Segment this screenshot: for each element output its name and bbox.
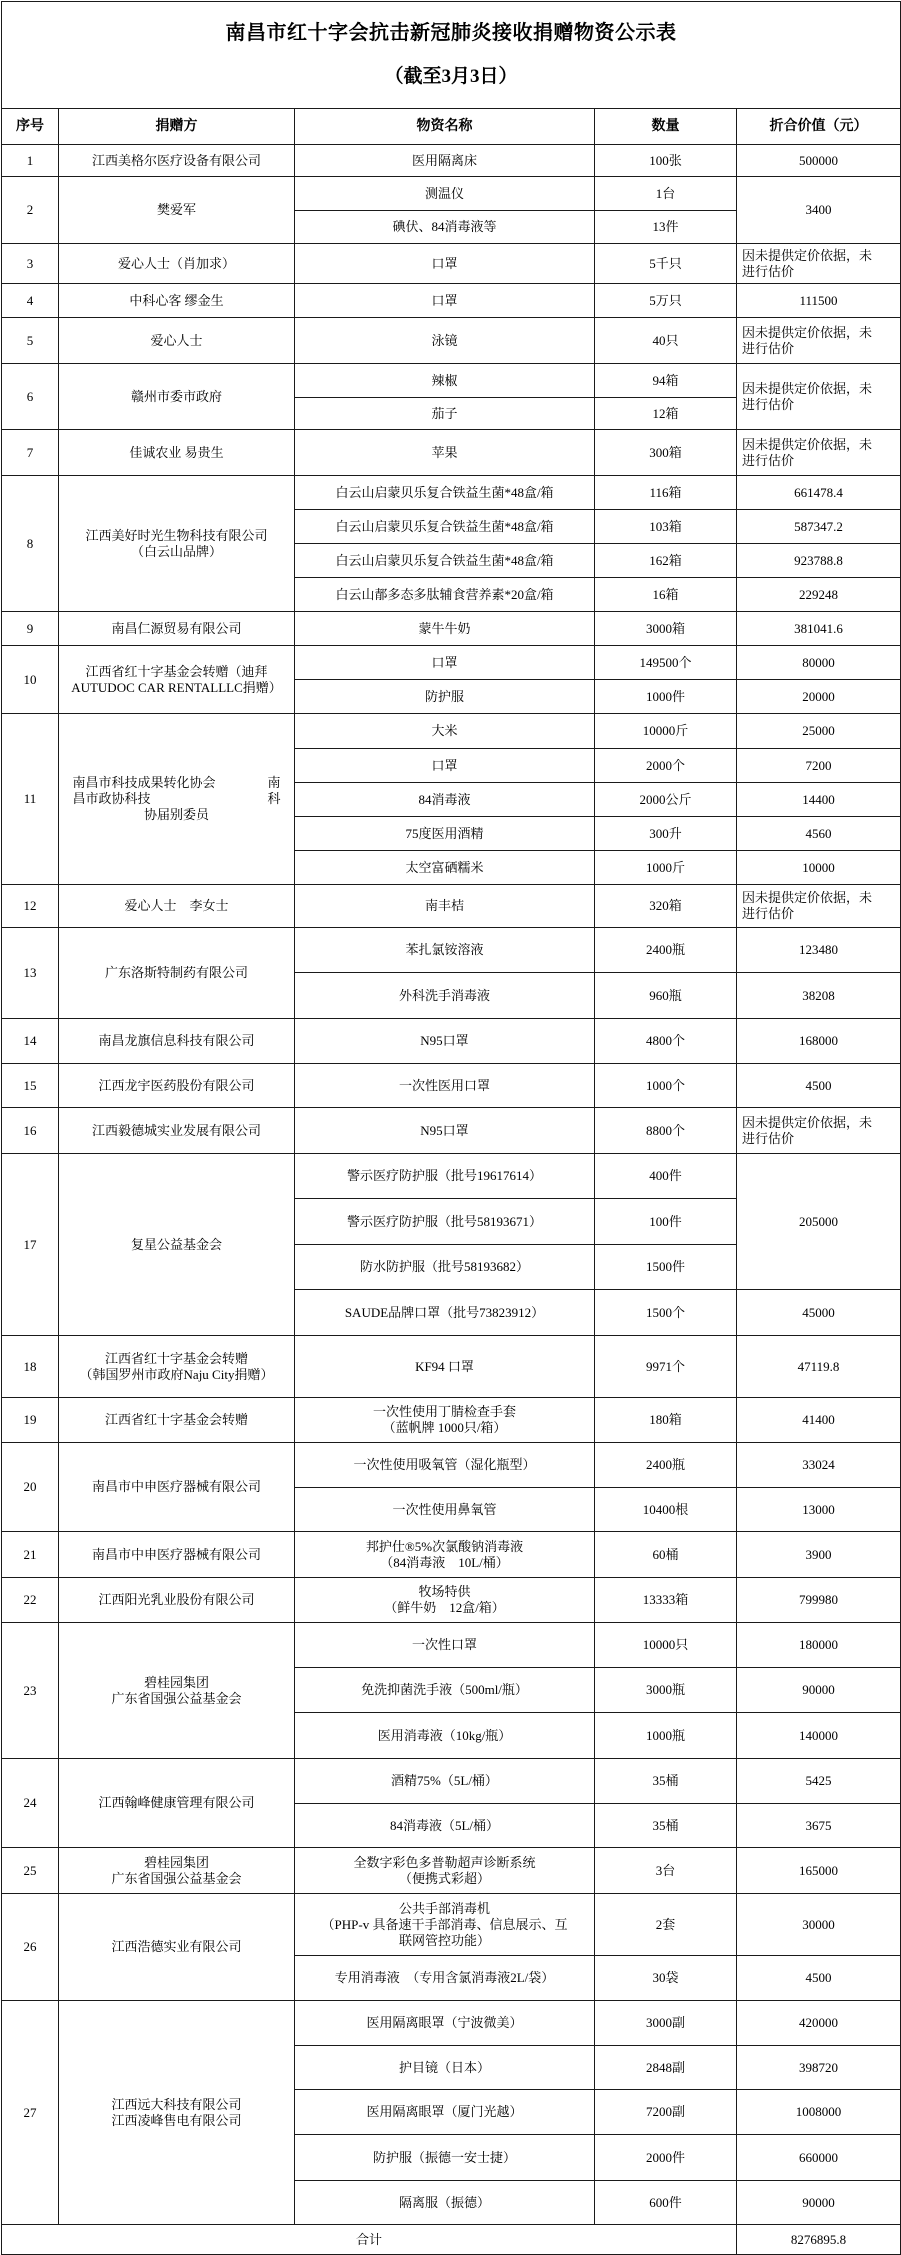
donor-name: 江西龙宇医药股份有限公司 (59, 1064, 295, 1108)
item-name: 防护服（振德一安士捷） (295, 2135, 595, 2181)
item-value: 33024 (737, 1443, 901, 1488)
item-quantity: 94箱 (595, 364, 737, 398)
item-name: N95口罩 (295, 1108, 595, 1154)
item-quantity: 162箱 (595, 544, 737, 578)
item-value: 7200 (737, 749, 901, 783)
donation-row (2, 1108, 901, 1154)
donor-name: 南昌仁源贸易有限公司 (59, 612, 295, 646)
row-number: 27 (2, 2001, 59, 2225)
item-name: 辣椒 (295, 364, 595, 398)
item-quantity: 2000个 (595, 749, 737, 783)
header-row (2, 109, 901, 145)
donation-row (2, 244, 901, 284)
item-quantity: 3000副 (595, 2001, 737, 2046)
item-name: 泳镜 (295, 318, 595, 364)
donation-row (2, 1154, 901, 1199)
item-name: 医用隔离床 (295, 145, 595, 177)
item-quantity: 5千只 (595, 244, 737, 284)
row-number: 8 (2, 476, 59, 612)
item-name: 医用隔离眼罩（厦门光越） (295, 2090, 595, 2135)
donor-name: 江西省红十字基金会转赠（迪拜 AUTUDOC CAR RENTALLLC捐赠） (59, 646, 295, 714)
item-name: 牧场特供 （鲜牛奶 12盒/箱） (295, 1578, 595, 1623)
item-name: 大米 (295, 714, 595, 749)
item-name: 防水防护服（批号58193682） (295, 1245, 595, 1290)
donation-rows (2, 145, 901, 2225)
item-name: 白云山启蒙贝乐复合铁益生菌*48盒/箱 (295, 544, 595, 578)
total-value: 8276895.8 (737, 2225, 901, 2255)
item-name: 白云山启蒙贝乐复合铁益生菌*48盒/箱 (295, 476, 595, 510)
item-name: 口罩 (295, 646, 595, 680)
item-value: 123480 (737, 928, 901, 973)
donation-row (2, 2001, 901, 2046)
row-number: 15 (2, 1064, 59, 1108)
page-title: 南昌市红十字会抗击新冠肺炎接收捐赠物资公示表 (225, 22, 677, 44)
donor-name: 江西翰峰健康管理有限公司 (59, 1759, 295, 1848)
title-row (2, 2, 901, 109)
item-quantity: 1000瓶 (595, 1713, 737, 1759)
item-value: 90000 (737, 1668, 901, 1713)
item-quantity: 2400瓶 (595, 1443, 737, 1488)
item-quantity: 600件 (595, 2181, 737, 2225)
item-value: 420000 (737, 2001, 901, 2046)
row-number: 21 (2, 1532, 59, 1578)
donor-name: 南昌市中申医疗器械有限公司 (59, 1443, 295, 1532)
item-quantity: 180箱 (595, 1398, 737, 1443)
item-name: 白云山郬多态多肽辅食营养素*20盒/箱 (295, 578, 595, 612)
row-number: 20 (2, 1443, 59, 1532)
item-quantity: 16箱 (595, 578, 737, 612)
row-number: 26 (2, 1894, 59, 2001)
donation-row (2, 928, 901, 973)
item-quantity: 1台 (595, 177, 737, 211)
donation-row (2, 1759, 901, 1804)
item-quantity: 2套 (595, 1894, 737, 1956)
item-quantity: 103箱 (595, 510, 737, 544)
donation-row (2, 364, 901, 398)
column-header-item: 物资名称 (295, 109, 595, 145)
donation-row (2, 1336, 901, 1398)
donation-row (2, 646, 901, 680)
donor-name: 南昌市科技成果转化协会 南 昌市政协科技 科 协届别委员 (59, 714, 295, 885)
item-value: 因未提供定价依据，未 进行估价 (737, 430, 901, 476)
item-quantity: 3000箱 (595, 612, 737, 646)
item-value: 38208 (737, 973, 901, 1019)
item-name: 专用消毒液 （专用含氯消毒液2L/袋） (295, 1956, 595, 2001)
donation-row (2, 1443, 901, 1488)
item-name: 全数字彩色多普勒超声诊断系统 （便携式彩超） (295, 1848, 595, 1894)
item-value: 90000 (737, 2181, 901, 2225)
item-value: 因未提供定价依据，未 进行估价 (737, 1108, 901, 1154)
item-name: 一次性使用鼻氧管 (295, 1488, 595, 1532)
item-quantity: 300升 (595, 817, 737, 851)
donation-row (2, 612, 901, 646)
item-quantity: 960瓶 (595, 973, 737, 1019)
item-quantity: 1000件 (595, 680, 737, 714)
item-value: 923788.8 (737, 544, 901, 578)
donor-name: 碧桂园集团 广东省国强公益基金会 (59, 1848, 295, 1894)
donor-name: 爱心人士 (59, 318, 295, 364)
donor-name: 复星公益基金会 (59, 1154, 295, 1336)
row-number: 25 (2, 1848, 59, 1894)
row-number: 3 (2, 244, 59, 284)
donation-row (2, 284, 901, 318)
item-name: SAUDE品牌口罩（批号73823912） (295, 1290, 595, 1336)
donation-row (2, 1532, 901, 1578)
donor-name: 江西美好时光生物科技有限公司 （白云山品牌） (59, 476, 295, 612)
item-name: KF94 口罩 (295, 1336, 595, 1398)
item-name: 护目镜（日本） (295, 2046, 595, 2090)
item-value: 80000 (737, 646, 901, 680)
row-number: 7 (2, 430, 59, 476)
item-value: 168000 (737, 1019, 901, 1064)
item-name: 75度医用酒精 (295, 817, 595, 851)
item-value: 因未提供定价依据，未 进行估价 (737, 885, 901, 928)
item-quantity: 3台 (595, 1848, 737, 1894)
donation-row (2, 145, 901, 177)
item-name: 警示医疗防护服（批号19617614） (295, 1154, 595, 1199)
donation-row (2, 1064, 901, 1108)
item-value: 13000 (737, 1488, 901, 1532)
item-quantity: 8800个 (595, 1108, 737, 1154)
item-value: 20000 (737, 680, 901, 714)
row-number: 16 (2, 1108, 59, 1154)
donor-name: 爱心人士（肖加求） (59, 244, 295, 284)
item-value: 660000 (737, 2135, 901, 2181)
donation-row (2, 318, 901, 364)
item-value: 205000 (737, 1154, 901, 1290)
item-value: 3900 (737, 1532, 901, 1578)
item-quantity: 13件 (595, 211, 737, 244)
item-value: 381041.6 (737, 612, 901, 646)
item-quantity: 320箱 (595, 885, 737, 928)
column-header-quantity: 数量 (595, 109, 737, 145)
donor-name: 江西远大科技有限公司 江西凌峰售电有限公司 (59, 2001, 295, 2225)
row-number: 14 (2, 1019, 59, 1064)
donation-row (2, 476, 901, 510)
item-name: 医用隔离眼罩（宁波微美） (295, 2001, 595, 2046)
item-quantity: 2000公斤 (595, 783, 737, 817)
item-value: 500000 (737, 145, 901, 177)
donor-name: 爱心人士 李女士 (59, 885, 295, 928)
item-quantity: 35桶 (595, 1759, 737, 1804)
item-quantity: 10000斤 (595, 714, 737, 749)
item-quantity: 2400瓶 (595, 928, 737, 973)
item-quantity: 400件 (595, 1154, 737, 1199)
item-name: 苹果 (295, 430, 595, 476)
item-name: 测温仪 (295, 177, 595, 211)
item-name: 口罩 (295, 284, 595, 318)
item-name: 酒精75%（5L/桶） (295, 1759, 595, 1804)
item-quantity: 7200副 (595, 2090, 737, 2135)
item-value: 3675 (737, 1804, 901, 1848)
item-quantity: 10400根 (595, 1488, 737, 1532)
item-value: 799980 (737, 1578, 901, 1623)
item-value: 30000 (737, 1894, 901, 1956)
row-number: 19 (2, 1398, 59, 1443)
row-number: 5 (2, 318, 59, 364)
donor-name: 江西美格尔医疗设备有限公司 (59, 145, 295, 177)
item-quantity: 2848副 (595, 2046, 737, 2090)
item-value: 587347.2 (737, 510, 901, 544)
item-quantity: 60桶 (595, 1532, 737, 1578)
item-name: 一次性医用口罩 (295, 1064, 595, 1108)
donation-row (2, 714, 901, 749)
item-name: 口罩 (295, 244, 595, 284)
donor-name: 佳诚农业 易贵生 (59, 430, 295, 476)
item-value: 因未提供定价依据，未 进行估价 (737, 244, 901, 284)
row-number: 6 (2, 364, 59, 430)
item-quantity: 13333箱 (595, 1578, 737, 1623)
row-number: 17 (2, 1154, 59, 1336)
item-value: 41400 (737, 1398, 901, 1443)
item-value: 25000 (737, 714, 901, 749)
row-number: 2 (2, 177, 59, 244)
item-name: 84消毒液 (295, 783, 595, 817)
item-value: 3400 (737, 177, 901, 244)
item-quantity: 300箱 (595, 430, 737, 476)
page-subtitle: （截至3月3日） (384, 66, 518, 87)
total-section (2, 2225, 901, 2255)
item-quantity: 30袋 (595, 1956, 737, 2001)
donation-notice-sheet (0, 1, 901, 2247)
item-name: 苯扎氯铵溶液 (295, 928, 595, 973)
donor-name: 广东洛斯特制药有限公司 (59, 928, 295, 1019)
item-name: 隔离服（振德） (295, 2181, 595, 2225)
item-value: 1008000 (737, 2090, 901, 2135)
item-name: 一次性使用吸氧管（湿化瓶型） (295, 1443, 595, 1488)
item-value: 47119.8 (737, 1336, 901, 1398)
title-cell (2, 2, 901, 109)
item-name: 公共手部消毒机 （PHP-v 具备速干手部消毒、信息展示、互 联网管控功能） (295, 1894, 595, 1956)
column-header-value: 折合价值（元） (737, 109, 901, 145)
item-name: 防护服 (295, 680, 595, 714)
item-quantity: 10000只 (595, 1623, 737, 1668)
item-value: 398720 (737, 2046, 901, 2090)
item-quantity: 100张 (595, 145, 737, 177)
row-number: 18 (2, 1336, 59, 1398)
donor-name: 樊爱军 (59, 177, 295, 244)
donor-name: 江西省红十字基金会转赠 （韩国罗州市政府Naju City捐赠） (59, 1336, 295, 1398)
item-value: 10000 (737, 851, 901, 885)
item-value: 111500 (737, 284, 901, 318)
item-name: 医用消毒液（10kg/瓶） (295, 1713, 595, 1759)
item-quantity: 149500个 (595, 646, 737, 680)
column-header-number: 序号 (2, 109, 59, 145)
donor-name: 江西浩德实业有限公司 (59, 1894, 295, 2001)
item-quantity: 9971个 (595, 1336, 737, 1398)
item-quantity: 35桶 (595, 1804, 737, 1848)
row-number: 4 (2, 284, 59, 318)
row-number: 13 (2, 928, 59, 1019)
item-name: 太空富硒糯米 (295, 851, 595, 885)
item-name: N95口罩 (295, 1019, 595, 1064)
row-number: 12 (2, 885, 59, 928)
donation-row (2, 1848, 901, 1894)
item-quantity: 1500个 (595, 1290, 737, 1336)
row-number: 10 (2, 646, 59, 714)
donor-name: 赣州市委市政府 (59, 364, 295, 430)
row-number: 11 (2, 714, 59, 885)
item-value: 45000 (737, 1290, 901, 1336)
item-quantity: 4800个 (595, 1019, 737, 1064)
row-number: 1 (2, 145, 59, 177)
donation-row (2, 1398, 901, 1443)
donation-row (2, 885, 901, 928)
item-name: 免洗抑菌洗手液（500ml/瓶） (295, 1668, 595, 1713)
item-value: 140000 (737, 1713, 901, 1759)
item-value: 661478.4 (737, 476, 901, 510)
item-name: 南丰桔 (295, 885, 595, 928)
item-name: 84消毒液（5L/桶） (295, 1804, 595, 1848)
item-name: 邦护仕®5%次氯酸钠消毒液 （84消毒液 10L/桶） (295, 1532, 595, 1578)
item-value: 4500 (737, 1956, 901, 2001)
donation-row (2, 1578, 901, 1623)
item-value: 5425 (737, 1759, 901, 1804)
item-name: 口罩 (295, 749, 595, 783)
donor-name: 碧桂园集团 广东省国强公益基金会 (59, 1623, 295, 1759)
item-value: 因未提供定价依据，未 进行估价 (737, 364, 901, 430)
donor-name: 中科心客 缪金生 (59, 284, 295, 318)
item-quantity: 40只 (595, 318, 737, 364)
column-header-donor: 捐赠方 (59, 109, 295, 145)
item-name: 蒙牛牛奶 (295, 612, 595, 646)
item-name: 茄子 (295, 398, 595, 430)
row-number: 9 (2, 612, 59, 646)
item-quantity: 1500件 (595, 1245, 737, 1290)
row-number: 23 (2, 1623, 59, 1759)
item-name: 碘伏、84消毒液等 (295, 211, 595, 244)
item-value: 4500 (737, 1064, 901, 1108)
donation-row (2, 177, 901, 211)
row-number: 24 (2, 1759, 59, 1848)
item-quantity: 116箱 (595, 476, 737, 510)
item-quantity: 1000个 (595, 1064, 737, 1108)
item-name: 一次性使用丁腈检查手套 （蓝帆牌 1000只/箱） (295, 1398, 595, 1443)
donor-name: 江西阳光乳业股份有限公司 (59, 1578, 295, 1623)
item-name: 白云山启蒙贝乐复合铁益生菌*48盒/箱 (295, 510, 595, 544)
row-number: 22 (2, 1578, 59, 1623)
donation-table (1, 1, 901, 2255)
item-value: 165000 (737, 1848, 901, 1894)
item-quantity: 5万只 (595, 284, 737, 318)
item-quantity: 2000件 (595, 2135, 737, 2181)
item-value: 180000 (737, 1623, 901, 1668)
donor-name: 江西毅德城实业发展有限公司 (59, 1108, 295, 1154)
item-value: 4560 (737, 817, 901, 851)
total-row (2, 2225, 901, 2255)
item-value: 因未提供定价依据，未 进行估价 (737, 318, 901, 364)
item-quantity: 12箱 (595, 398, 737, 430)
item-value: 229248 (737, 578, 901, 612)
donation-row (2, 430, 901, 476)
donor-name: 南昌龙旗信息科技有限公司 (59, 1019, 295, 1064)
donor-name: 南昌市中申医疗器械有限公司 (59, 1532, 295, 1578)
total-label: 合计 (2, 2225, 737, 2255)
donation-row (2, 1894, 901, 1956)
item-name: 一次性口罩 (295, 1623, 595, 1668)
item-quantity: 1000斤 (595, 851, 737, 885)
item-quantity: 100件 (595, 1199, 737, 1245)
item-name: 警示医疗防护服（批号58193671） (295, 1199, 595, 1245)
item-quantity: 3000瓶 (595, 1668, 737, 1713)
item-value: 14400 (737, 783, 901, 817)
donation-row (2, 1623, 901, 1668)
item-name: 外科洗手消毒液 (295, 973, 595, 1019)
donor-name: 江西省红十字基金会转赠 (59, 1398, 295, 1443)
donation-row (2, 1019, 901, 1064)
